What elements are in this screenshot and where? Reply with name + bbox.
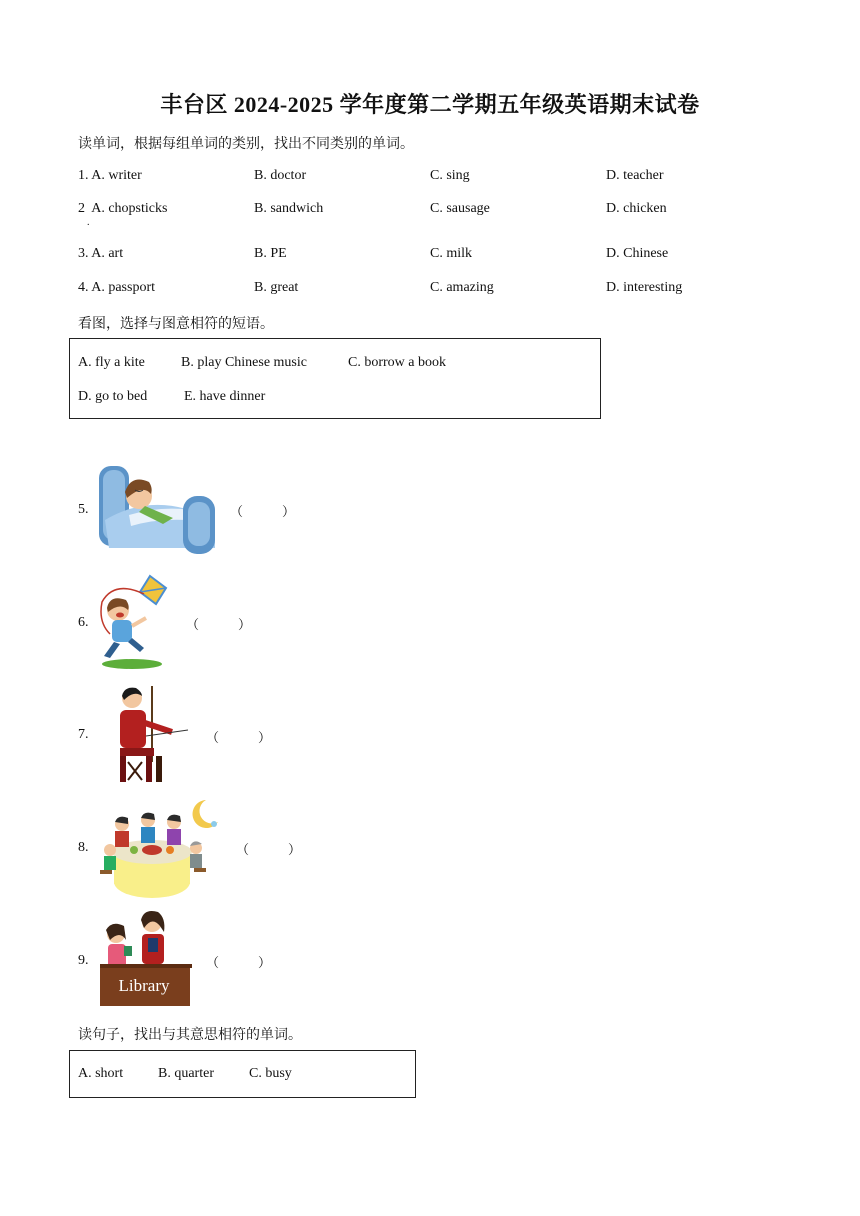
item-5-number: 5. <box>78 502 89 517</box>
option-b: B. sandwich <box>254 201 324 216</box>
item-8-number: 8. <box>78 840 89 855</box>
man-playing-erhu-picture <box>112 684 197 784</box>
item-9-answer-blank[interactable]: （ ） <box>206 955 272 970</box>
option-d: D. interesting <box>606 280 683 295</box>
section1-instruction: 读单词，根据每组单词的类别，找出不同类别的单词。 <box>78 137 414 152</box>
option-a: A. art <box>91 246 124 261</box>
item-5-answer-blank[interactable]: （ ） <box>230 504 296 519</box>
word-option-c: C. busy <box>249 1066 292 1081</box>
item-7-number: 7. <box>78 727 89 742</box>
section3-instruction: 读句子，找出与其意思相符的单词。 <box>78 1028 302 1043</box>
word-option-b: B. quarter <box>158 1066 214 1081</box>
item-7-answer-blank[interactable]: （ ） <box>206 730 272 745</box>
question-number: 1. <box>78 168 89 183</box>
family-dinner-picture <box>96 794 224 902</box>
option-c: C. milk <box>430 246 473 261</box>
question-number: 4. <box>78 280 89 295</box>
option-c: C. sing <box>430 168 470 183</box>
option-b: B. PE <box>254 246 287 261</box>
option-b: B. doctor <box>254 168 307 183</box>
phrase-options-box <box>69 338 601 419</box>
phrase-option-c: C. borrow a book <box>348 355 446 370</box>
item-9-number: 9. <box>78 953 89 968</box>
option-b: B. great <box>254 280 299 295</box>
library-sign-text: Library <box>118 976 170 995</box>
option-d: D. Chinese <box>606 246 669 261</box>
page-title: 丰台区 2024-2025 学年度第二学期五年级英语期末试卷 <box>160 92 700 117</box>
phrase-option-b: B. play Chinese music <box>181 355 307 370</box>
option-a: A. writer <box>91 168 142 183</box>
phrase-option-e: E. have dinner <box>184 389 266 404</box>
section2-instruction: 看图，选择与图意相符的短语。 <box>78 317 274 332</box>
phrase-option-d: D. go to bed <box>78 389 148 404</box>
item-8-answer-blank[interactable]: （ ） <box>236 842 302 857</box>
option-d: D. teacher <box>606 168 664 183</box>
option-a: A. passport <box>91 280 156 295</box>
word-option-a: A. short <box>78 1066 124 1081</box>
phrase-option-a: A. fly a kite <box>78 355 145 370</box>
library-picture <box>98 906 196 1010</box>
option-c: C. amazing <box>430 280 494 295</box>
option-d: D. chicken <box>606 201 667 216</box>
boy-in-bed-picture <box>95 460 220 558</box>
item-6-number: 6. <box>78 615 89 630</box>
dot-mark: . <box>87 217 90 228</box>
item-6-answer-blank[interactable]: （ ） <box>186 617 252 632</box>
question-number: 3. <box>78 246 89 261</box>
boy-flying-kite-picture <box>94 572 174 672</box>
question-number: 2 <box>78 201 85 216</box>
option-c: C. sausage <box>430 201 490 216</box>
option-a: A. chopsticks <box>91 201 168 216</box>
word-options-box <box>69 1050 416 1098</box>
